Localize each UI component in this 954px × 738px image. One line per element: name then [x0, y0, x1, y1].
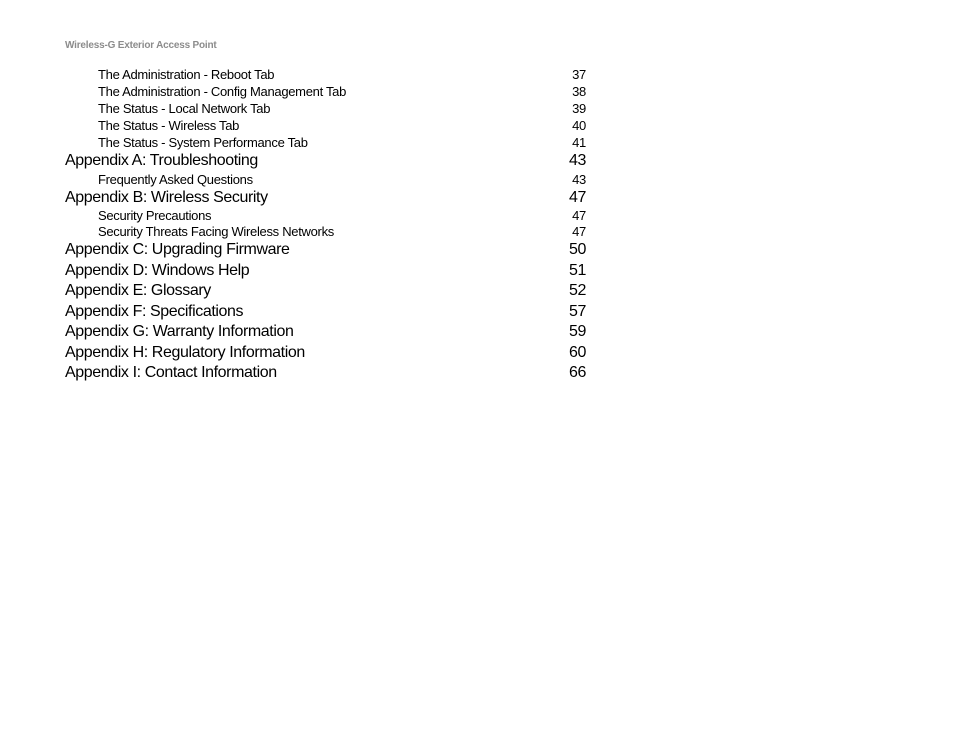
toc-entry-appendix[interactable]	[65, 240, 586, 260]
toc-entry-appendix[interactable]	[65, 343, 586, 363]
toc-entry-page: 52	[569, 282, 586, 299]
toc-entry-appendix[interactable]	[65, 302, 586, 322]
toc-entry-title: Appendix B: Wireless Security	[65, 189, 268, 206]
toc-entry-page: 60	[569, 343, 586, 361]
toc-entry-appendix[interactable]	[65, 322, 586, 342]
running-header-title: Wireless-G Exterior Access Point	[65, 40, 217, 51]
toc-entry[interactable]	[65, 66, 586, 83]
toc-entry-title: Appendix I: Contact Information	[65, 364, 277, 381]
toc-entry[interactable]	[65, 224, 586, 240]
toc-entry-page: 66	[569, 364, 586, 381]
toc-entry-title: Appendix E: Glossary	[65, 282, 211, 299]
toc-entry-page: 47	[572, 208, 586, 223]
toc-entry-page: 59	[569, 323, 586, 340]
toc-entry-title: Appendix G: Warranty Information	[65, 323, 294, 340]
toc-entry-page: 57	[569, 302, 586, 320]
toc-entry[interactable]	[65, 208, 586, 224]
toc-entry-title: Appendix H: Regulatory Information	[65, 343, 305, 361]
toc-entry-title: The Status - System Performance Tab	[98, 135, 308, 150]
toc-entry[interactable]	[65, 171, 586, 188]
toc-entry[interactable]	[65, 134, 586, 151]
toc-entry-appendix[interactable]	[65, 281, 586, 301]
toc-entry-appendix[interactable]	[65, 363, 586, 383]
table-of-contents	[65, 66, 586, 383]
toc-entry-title: The Status - Wireless Tab	[98, 118, 240, 133]
toc-entry-page: 41	[572, 135, 586, 150]
toc-entry-appendix[interactable]	[65, 151, 586, 171]
toc-entry-page: 47	[569, 189, 586, 206]
toc-entry[interactable]	[65, 100, 586, 117]
toc-entry-title: Appendix C: Upgrading Firmware	[65, 241, 290, 258]
toc-entry-title: Frequently Asked Questions	[98, 172, 253, 187]
toc-entry[interactable]	[65, 83, 586, 100]
toc-entry-title: Appendix F: Specifications	[65, 302, 244, 320]
toc-entry-page: 40	[572, 118, 586, 133]
toc-entry-title: Security Precautions	[98, 208, 212, 223]
toc-entry-title: The Status - Local Network Tab	[98, 101, 271, 116]
toc-entry[interactable]	[65, 117, 586, 134]
toc-entry-title: The Administration - Config Management Tab	[98, 84, 347, 99]
toc-entry-page: 43	[569, 152, 586, 169]
toc-entry-appendix[interactable]	[65, 188, 586, 208]
toc-entry-page: 47	[572, 224, 586, 239]
toc-entry-title: The Administration - Reboot Tab	[98, 67, 275, 82]
toc-entry-page: 37	[572, 67, 586, 82]
toc-entry-appendix[interactable]	[65, 261, 586, 281]
toc-entry-page: 51	[569, 261, 586, 279]
toc-entry-page: 50	[569, 241, 586, 258]
toc-entry-page: 38	[572, 84, 586, 99]
toc-entry-page: 39	[572, 101, 586, 116]
toc-entry-title: Appendix D: Windows Help	[65, 261, 250, 279]
toc-entry-title: Appendix A: Troubleshooting	[65, 152, 258, 169]
toc-entry-title: Security Threats Facing Wireless Networks	[98, 224, 334, 239]
toc-entry-page: 43	[572, 172, 586, 187]
